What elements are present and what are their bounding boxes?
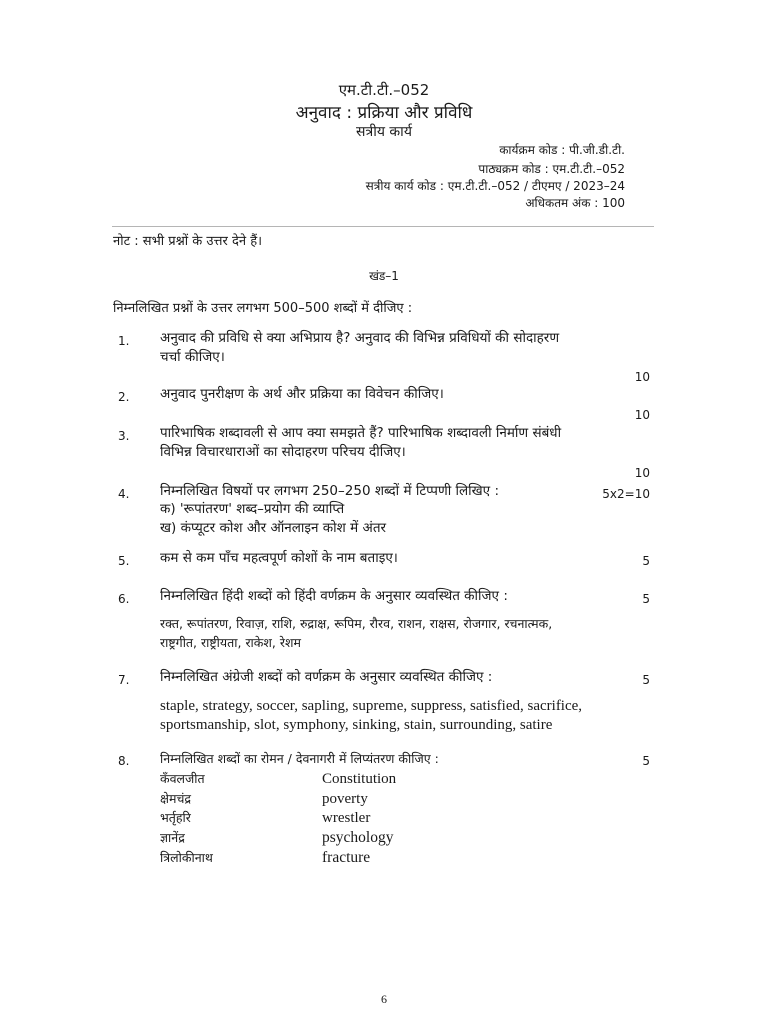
section-heading: खंड–1 bbox=[369, 269, 399, 283]
question-text: निम्नलिखित हिंदी शब्दों को हिंदी वर्णक्रम के अनुसार व्यवस्थित कीजिए : bbox=[160, 588, 508, 604]
course-code-heading: एम.टी.टी.–052 bbox=[338, 81, 430, 99]
question-text: अनुवाद की प्रविधि से क्या अभिप्राय है? अनुवाद की विभिन्न प्रविधियों की सोदाहरण bbox=[160, 330, 560, 346]
hindi-word: कँवलजीत bbox=[160, 771, 205, 786]
program-code: कार्यक्रम कोड : पी.जी.डी.टी. bbox=[499, 143, 625, 157]
question-text: निम्नलिखित शब्दों का रोमन / देवनागरी में लिप्यंतरण कीजिए : bbox=[160, 751, 439, 766]
question-number: 6. bbox=[118, 592, 130, 606]
question-marks: 5 bbox=[642, 592, 650, 606]
word-list: staple, strategy, soccer, sapling, supreme, suppress, satisfied, sacrifice, bbox=[160, 698, 583, 714]
instruction: निम्नलिखित प्रश्नों के उत्तर लगभग 500–500 शब्दों में दीजिए : bbox=[113, 301, 413, 316]
sub-question: क) 'रूपांतरण' शब्द–प्रयोग की व्याप्ति bbox=[160, 501, 345, 517]
question-number: 2. bbox=[118, 390, 130, 404]
max-marks: अधिकतम अंक : 100 bbox=[525, 196, 625, 210]
question-marks: 5x2=10 bbox=[602, 487, 650, 501]
hindi-word: भर्तृहरि bbox=[160, 810, 191, 825]
question-number: 3. bbox=[118, 429, 130, 443]
question-text: चर्चा कीजिए। bbox=[160, 349, 225, 365]
question-number: 7. bbox=[118, 673, 130, 687]
word-list: sportsmanship, slot, symphony, sinking, stain, surrounding, satire bbox=[160, 717, 553, 733]
question-text: निम्नलिखित अंग्रेजी शब्दों को वर्णक्रम के अनुसार व्यवस्थित कीजिए : bbox=[160, 669, 493, 685]
question-marks: 10 bbox=[634, 466, 650, 480]
question-number: 4. bbox=[118, 487, 130, 501]
english-word: fracture bbox=[322, 849, 371, 866]
question-marks: 5 bbox=[642, 754, 650, 768]
english-word: psychology bbox=[322, 829, 394, 846]
question-text: निम्नलिखित विषयों पर लगभग 250–250 शब्दों में टिप्पणी लिखिए : bbox=[160, 483, 499, 499]
question-number: 5. bbox=[118, 554, 130, 568]
note: नोट : सभी प्रश्नों के उत्तर देने हैं। bbox=[113, 234, 263, 249]
english-word: Constitution bbox=[322, 771, 397, 787]
question-marks: 5 bbox=[642, 673, 650, 687]
hindi-word: ज्ञानेंद्र bbox=[160, 830, 185, 845]
question-number: 8. bbox=[118, 754, 130, 768]
page-subtitle: सत्रीय कार्य bbox=[356, 124, 412, 140]
question-marks: 10 bbox=[634, 370, 650, 384]
sub-question: ख) कंप्यूटर कोश और ऑनलाइन कोश में अंतर bbox=[160, 520, 387, 536]
hindi-word: त्रिलोकीनाथ bbox=[160, 850, 213, 865]
question-text: पारिभाषिक शब्दावली से आप क्या समझते हैं? पारिभाषिक शब्दावली निर्माण संबंधी bbox=[160, 425, 562, 441]
question-number: 1. bbox=[118, 334, 130, 348]
question-marks: 10 bbox=[634, 408, 650, 422]
english-word: wrestler bbox=[322, 810, 371, 826]
question-text: विभिन्न विचारधाराओं का सोदाहरण परिचय दीजिए। bbox=[160, 444, 406, 460]
question-text: कम से कम पाँच महत्वपूर्ण कोशों के नाम बताइए। bbox=[160, 550, 398, 566]
page-number: 6 bbox=[381, 992, 387, 1006]
course-code-line: पाठ्यक्रम कोड : एम.टी.टी.–052 bbox=[478, 162, 625, 176]
page-title: अनुवाद : प्रक्रिया और प्रविधि bbox=[295, 103, 473, 123]
question-marks: 5 bbox=[642, 554, 650, 568]
hindi-word: क्षेमचंद्र bbox=[160, 791, 192, 806]
word-list: रक्त, रूपांतरण, रिवाज़, राशि, रुद्राक्ष, रूपिम, रौरव, राशन, राक्षस, रोजगार, रचनात्मक, bbox=[160, 616, 553, 631]
divider bbox=[112, 226, 654, 227]
english-word: poverty bbox=[322, 791, 368, 807]
assignment-code: सत्रीय कार्य कोड : एम.टी.टी.–052 / टीएमए / 2023–24 bbox=[365, 179, 625, 193]
question-text: अनुवाद पुनरीक्षण के अर्थ और प्रक्रिया का विवेचन कीजिए। bbox=[160, 386, 444, 402]
word-list: राष्ट्रगीत, राष्ट्रीयता, राकेश, रेशम bbox=[160, 635, 301, 650]
